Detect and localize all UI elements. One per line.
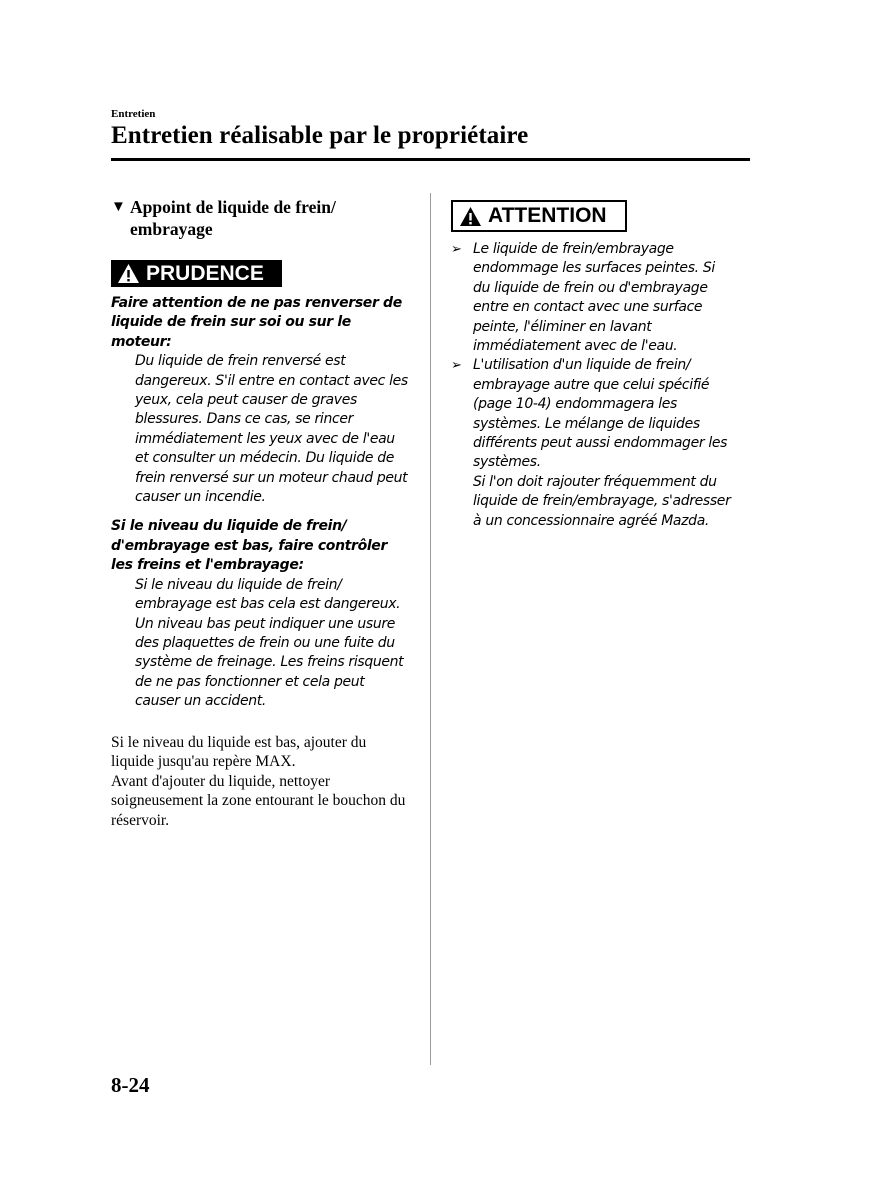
caution-label: PRUDENCE (146, 261, 264, 285)
arrow-bullet-icon: ➢ (451, 358, 462, 374)
subsection-heading (111, 196, 411, 240)
subsection-heading-line1: Appoint de liquide de frein/ (130, 197, 336, 217)
attention-item-2-text: L'utilisation d'un liquide de frein/ embrayage autre que celui spécifié (page 10-4) endommagera les systèmes. Le mélange de liquides différents peut aussi endommager les systèmes. (473, 357, 728, 471)
caution-item-2-text: Si le niveau du liquide de frein/ embrayage est bas cela est dangereux. Un niveau bas peut indiquer une usure des plaquettes de frein ou une fuite du système de freinage. Les freins risquent de ne pas fonctionner et cela peut causer un accident. (135, 576, 404, 710)
list-item (425, 356, 751, 531)
section-label: Entretien (111, 108, 156, 120)
attention-label-box (451, 200, 627, 232)
caution-item-1-title: Faire attention de ne pas renverser de liquide de frein sur soi ou sur le moteur: (111, 295, 402, 350)
attention-item-2-extra: Si l'on doit rajouter fréquemment du liquide de frein/embrayage, s'adresser à un concessionnaire agréé Mazda. (473, 473, 731, 529)
triangle-down-icon: ▼ (111, 199, 126, 215)
warning-triangle-icon (117, 263, 140, 284)
attention-list (425, 240, 751, 531)
subsection-heading-line2: embrayage (130, 219, 213, 239)
caution-item-1-text: Du liquide de frein renversé est dangereux. S'il entre en contact avec les yeux, cela peut causer de graves blessures. Dans ce cas, se rincer immédiatement les yeux avec de l'eau et consulter un médecin. Du liquide de frein renversé sur un moteur chaud peut causer un incendie. (135, 353, 408, 506)
title-rule (111, 158, 750, 161)
attention-label: ATTENTION (488, 204, 607, 227)
caution-label-box (111, 260, 282, 287)
page-title: Entretien réalisable par le propriétaire (111, 122, 529, 149)
body-text-line1: Si le niveau du liquide est bas, ajouter du liquide jusqu'au repère MAX. (111, 733, 367, 771)
right-column (451, 200, 751, 531)
body-paragraph (111, 733, 411, 831)
body-text-line2: Avant d'ajouter du liquide, nettoyer soigneusement la zone entourant le bouchon du réservoir. (111, 772, 406, 829)
page-number: 8-24 (111, 1073, 150, 1097)
left-column (111, 196, 411, 830)
caution-item-2-title: Si le niveau du liquide de frein/ d'embrayage est bas, faire contrôler les freins et l'embrayage: (111, 518, 387, 574)
attention-item-1-text: Le liquide de frein/embrayage endommage les surfaces peintes. Si du liquide de frein ou d'embrayage entre en contact avec une surface peinte, l'éliminer en lavant immédiatement avec de l'eau. (473, 241, 715, 355)
list-item (425, 240, 751, 356)
warning-triangle-icon (459, 206, 482, 227)
arrow-bullet-icon: ➢ (451, 242, 462, 257)
